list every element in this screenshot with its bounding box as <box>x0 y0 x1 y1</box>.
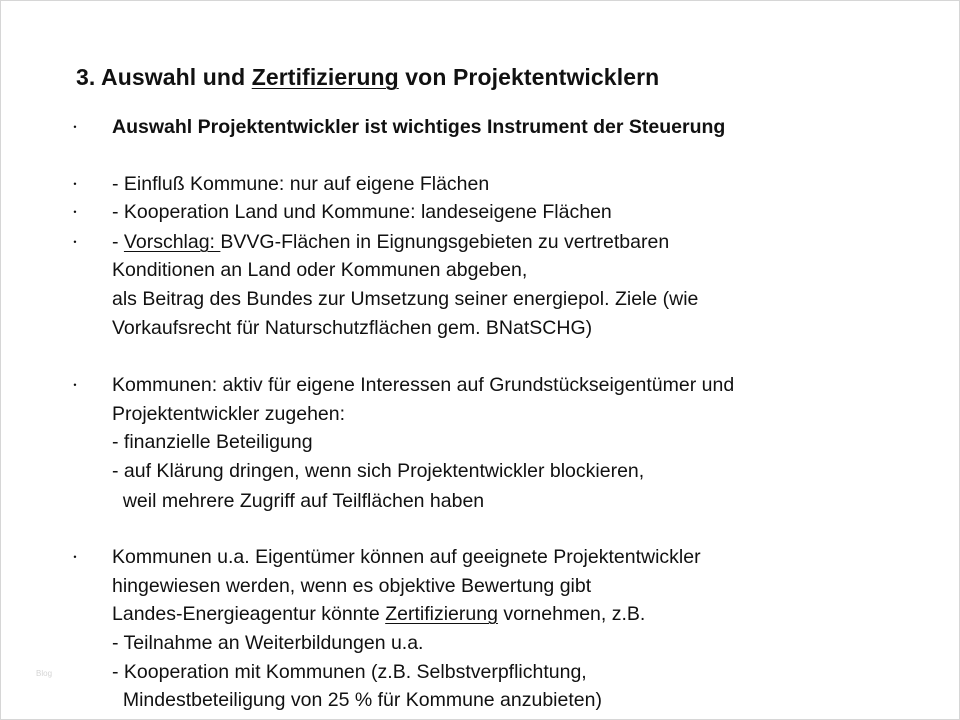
bullet-6-line-1: Kommunen u.a. Eigentümer können auf geeignete Projektentwickler <box>112 546 701 568</box>
bullet-6-line-4: - Teilnahme an Weiterbildungen u.a. <box>112 632 424 654</box>
bullet-6-line-5: - Kooperation mit Kommunen (z.B. Selbstverpflichtung, <box>112 661 587 683</box>
bullet-3-text: - Kooperation Land und Kommune: landeseigene Flächen <box>112 201 612 223</box>
title-underlined-word: Zertifizierung <box>251 64 399 90</box>
bullet-4-line-3: als Beitrag des Bundes zur Umsetzung seiner energiepol. Ziele (wie <box>112 288 699 310</box>
bullet-dot: • <box>73 207 77 217</box>
bullet-4-line-4: Vorkaufsrecht für Naturschutzflächen gem. BNatSCHG) <box>112 317 593 339</box>
bullet-6-line-6: Mindestbeteiligung von 25 % für Kommune anzubieten) <box>112 689 602 711</box>
watermark: Blog <box>36 669 53 678</box>
bullet-6-line-3-prefix: Landes-Energieagentur könnte <box>112 603 386 625</box>
bullet-dot: • <box>73 237 77 247</box>
bullet-4-line-1 <box>112 230 669 254</box>
bullet-5-line-3: - finanzielle Beteiligung <box>112 431 313 453</box>
bullet-2-text: - Einfluß Kommune: nur auf eigene Flächen <box>112 173 490 195</box>
title-prefix: 3. Auswahl und <box>76 64 252 90</box>
bullet-1-text: Auswahl Projektentwickler ist wichtiges Instrument der Steuerung <box>112 116 726 138</box>
bullet-6-line-3-suffix: vornehmen, z.B. <box>497 603 646 625</box>
title-suffix: von Projektentwicklern <box>398 64 660 90</box>
bullet-5-line-1: Kommunen: aktiv für eigene Interessen auf Grundstückseigentümer und <box>112 374 735 396</box>
bullet-5-line-5: weil mehrere Zugriff auf Teilflächen haben <box>112 490 485 512</box>
bullet-4-line-2: Konditionen an Land oder Kommunen abgeben, <box>112 259 528 281</box>
bullet-6-line-2: hingewiesen werden, wenn es objektive Bewertung gibt <box>112 575 592 597</box>
bullet-6-line-3 <box>112 602 645 626</box>
bullet-6-underlined: Zertifizierung <box>385 603 498 625</box>
bullet-dot: • <box>73 380 77 390</box>
bullet-5-line-2: Projektentwickler zugehen: <box>112 403 346 425</box>
bullet-dot: • <box>73 552 77 562</box>
bullet-dot: • <box>73 122 77 132</box>
bullet-4-rest: BVVG-Flächen in Eignungsgebieten zu vertretbaren <box>220 231 670 253</box>
bullet-dot: • <box>73 179 77 189</box>
bullet-4-underlined: Vorschlag: <box>123 231 221 253</box>
bullet-4-dash: - <box>112 231 124 253</box>
slide-title <box>76 64 659 91</box>
bullet-5-line-4: - auf Klärung dringen, wenn sich Projektentwickler blockieren, <box>112 460 645 482</box>
